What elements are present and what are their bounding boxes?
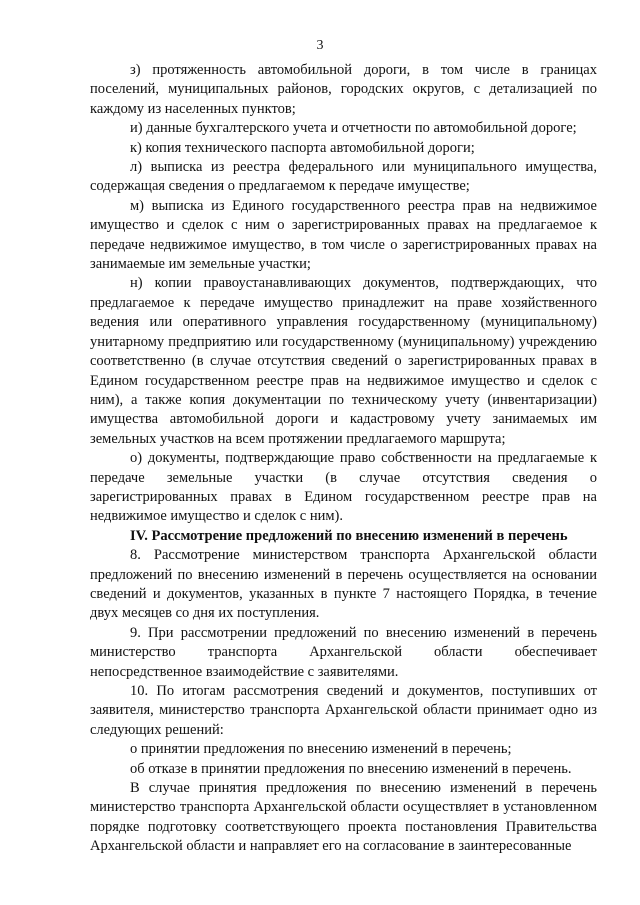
- list-item: з) протяженность автомобильной дороги, в том числе в границах поселений, муниципальных районов, городских округов, с детализацией по каждому из населенных пунктов;: [90, 62, 597, 117]
- list-item: о) документы, подтверждающие право собственности на предлагаемые к передаче земельные участки (в случае отсутствия сведения о зарегистрированных правах в Едином государственном реестре прав на недвижимое имущество и сделок с ним).: [90, 450, 597, 525]
- page-body: [90, 61, 597, 857]
- list-item: и) данные бухгалтерского учета и отчетности по автомобильной дороге;: [130, 120, 577, 137]
- paragraph: 10. По итогам рассмотрения сведений и документов, поступивших от заявителя, министерство транспорта Архангельской области принимает одно из следующих решений:: [90, 683, 597, 738]
- section-heading: IV. Рассмотрение предложений по внесению изменений в перечень: [130, 527, 568, 544]
- decision-option: о принятии предложения по внесению изменений в перечень;: [130, 741, 512, 758]
- paragraph: 9. При рассмотрении предложений по внесению изменений в перечень министерство транспорта Архангельской области обеспечивает непосредственное взаимодействие с заявителями.: [90, 624, 597, 680]
- page-number: 3: [316, 38, 324, 53]
- paragraph: В случае принятия предложения по внесению изменений в перечень министерство транспорта Архангельской области осуществляет в установленном порядке подготовку соответствующего проекта постановления Правительства Архангельской области и направляет его на согласование в заинтересованные: [90, 780, 597, 855]
- paragraph: 8. Рассмотрение министерством транспорта Архангельской области предложений по внесению изменений в перечень осуществляется на основании сведений и документов, указанных в пункте 7 настоящего Порядка, в течение двух месяцев со дня их поступления.: [90, 547, 597, 622]
- list-item: н) копии правоустанавливающих документов, подтверждающих, что предлагаемое к передаче имущество принадлежит на праве хозяйственного ведения или оперативного управления государственному (муниципальному) унитарному предприятию или государственному (муниципальному) учреждению соответственно (в случае отсутствия сведений о зарегистрированных правах в Едином государственном реестре прав на недвижимое имущество и сделок с ним), а также копия документации по техническому учету (инвентаризации) имущества автомобильной дороги и кадастровому учету занимаемых им земельных участков на всем протяжении предлагаемого маршрута;: [90, 275, 597, 447]
- list-item: м) выписка из Единого государственного реестра прав на недвижимое имущество и сделок с ним о зарегистрированных правах на предлагаемое к передаче недвижимое имущество, в том числе о зарегистрированных правах на занимаемые им земельные участки;: [90, 197, 597, 273]
- list-item: к) копия технического паспорта автомобильной дороги;: [130, 139, 475, 156]
- decision-option: об отказе в принятии предложения по внесению изменений в перечень.: [130, 760, 572, 777]
- list-item: л) выписка из реестра федерального или муниципального имущества, содержащая сведения о предлагаемом к передаче имуществе;: [90, 159, 597, 195]
